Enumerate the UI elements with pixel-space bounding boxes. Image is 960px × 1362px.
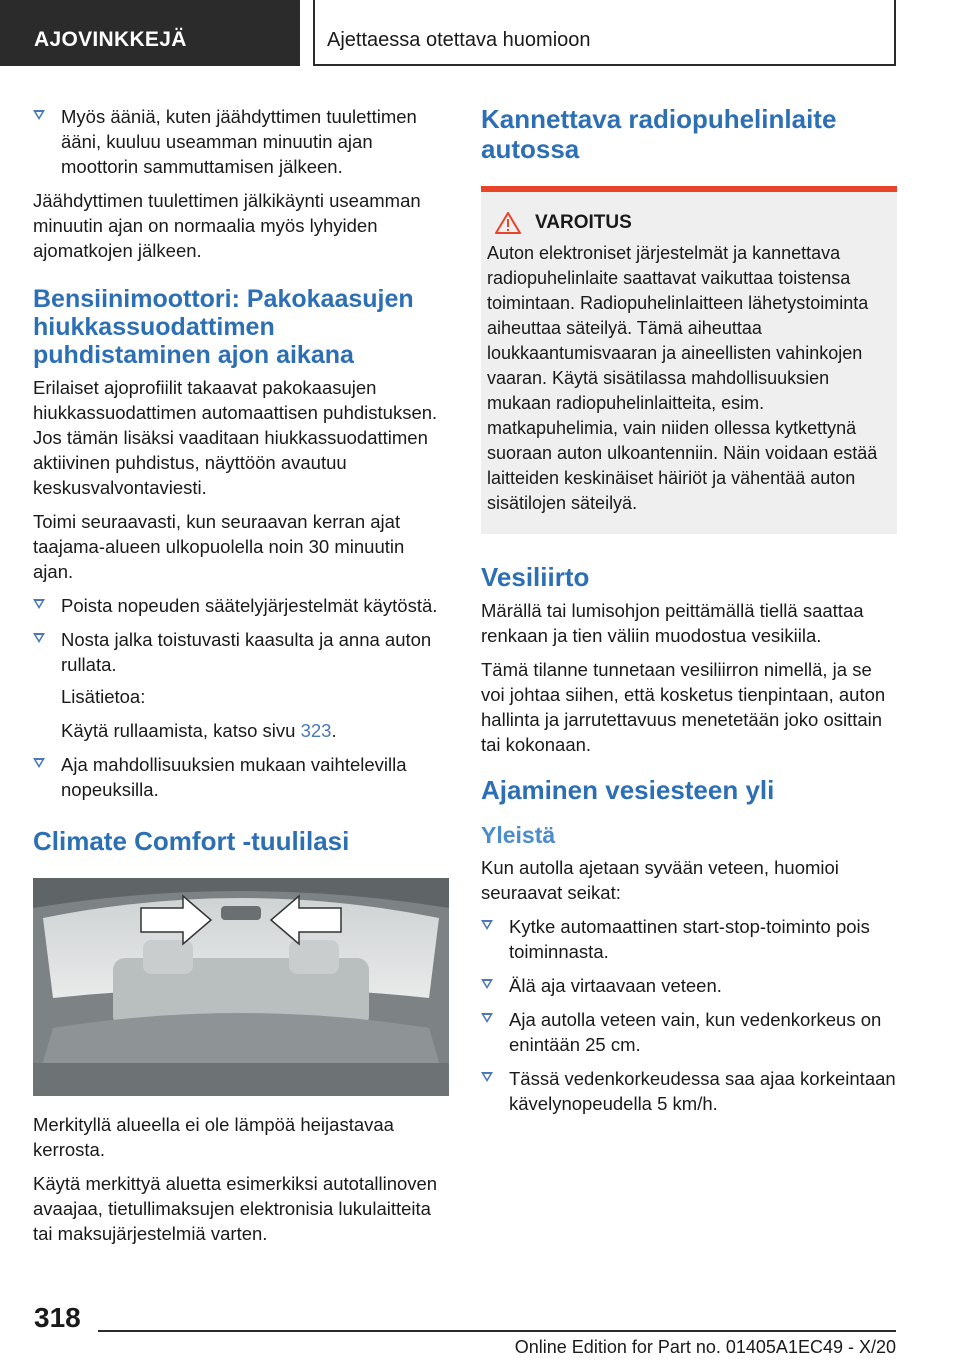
triangle-bullet-icon bbox=[33, 633, 45, 643]
triangle-bullet-icon bbox=[481, 920, 493, 930]
heading-particle-filter: Bensiinimoottori: Pakokaasujen hiukkassuodattimen puhdistaminen ajon aikana bbox=[33, 285, 414, 369]
triangle-bullet-icon bbox=[33, 599, 45, 609]
heading-water-crossing: Ajaminen vesiesteen yli bbox=[481, 775, 775, 805]
warning-triangle-icon bbox=[495, 212, 521, 234]
list-item: Älä aja virtaavaan veteen. bbox=[481, 973, 897, 998]
triangle-bullet-icon bbox=[481, 1013, 493, 1023]
paragraph: Tämä tilanne tunnetaan vesiliirron nimellä, ja se voi johtaa siihen, että kosketus tienpintaan, auton hallinta ja jarrutettavuus menetetään joko osittain tai kokonaan. bbox=[481, 659, 886, 755]
right-column bbox=[481, 104, 897, 1125]
paragraph: Toimi seuraavasti, kun seuraavan kerran ajat taajama-alueen ulkopuolella noin 30 minuutin ajan. bbox=[33, 511, 405, 582]
list-item: Myös ääniä, kuten jäähdyttimen tuulettimen ääni, kuuluu useamman minuutin ajan moottorin sammuttamisen jälkeen. bbox=[33, 104, 449, 179]
paragraph: Märällä tai lumisohjon peittämällä tiellä saattaa renkaan ja tien väliin muodostua vesikiila. bbox=[481, 600, 864, 646]
car-interior-image bbox=[33, 878, 449, 1096]
paragraph: Jäähdyttimen tuulettimen jälkikäynti useamman minuutin ajan on normaalia myös lyhyiden ajomatkojen jälkeen. bbox=[33, 190, 421, 261]
list-item: Poista nopeuden säätelyjärjestelmät käytöstä. bbox=[33, 593, 449, 618]
page-link[interactable]: 323 bbox=[300, 720, 332, 741]
chapter-title: Ajettaessa otettava huomioon bbox=[313, 0, 896, 66]
heading-aquaplaning: Vesiliirto bbox=[481, 562, 590, 592]
list-item: Aja mahdollisuuksien mukaan vaihtelevilla nopeuksilla. bbox=[33, 752, 449, 802]
warning-box bbox=[481, 186, 897, 534]
list-item: Tässä vedenkorkeudessa saa ajaa korkeintaan kävelynopeudella 5 km/h. bbox=[481, 1066, 897, 1116]
more-info-text: Käytä rullaamista, katso sivu 323. bbox=[61, 720, 337, 741]
page-header bbox=[0, 0, 960, 68]
paragraph: Kun autolla ajetaan syvään veteen, huomioi seuraavat seikat: bbox=[481, 857, 839, 903]
list-item: Aja autolla veteen vain, kun vedenkorkeus on enintään 25 cm. bbox=[481, 1007, 897, 1057]
paragraph: Merkityllä alueella ei ole lämpöä heijastavaa kerrosta. bbox=[33, 1114, 394, 1160]
more-info-label: Lisätietoa: bbox=[61, 686, 146, 707]
triangle-bullet-icon bbox=[33, 758, 45, 768]
page-number: 318 bbox=[34, 1302, 81, 1333]
footer-rule bbox=[98, 1330, 896, 1332]
heading-climate-comfort: Climate Comfort -tuulilasi bbox=[33, 826, 350, 856]
windshield-photo bbox=[33, 878, 449, 1096]
triangle-bullet-icon bbox=[33, 110, 45, 120]
page-footer bbox=[0, 1290, 960, 1362]
edition-text: Online Edition for Part no. 01405A1EC49 - X/20 bbox=[514, 1337, 896, 1357]
section-tab: AJOVINKKEJÄ bbox=[0, 0, 300, 66]
warning-text: Auton elektroniset järjestelmät ja kannettava radiopuhelinlaite saattavat vaikuttaa toistensa toimintaan. Radiopuhelinlaitteen lähetystoiminta aiheuttaa säteilyä. Tämä aiheuttaa loukkaantumisvaaran ja aineellisten vahinkojen vaaran. Käytä sisätilassa mahdollisuuksien mukaan radiopuhelinlaitteita, esim. matkapuhelimia, vain niiden ollessa kytkettynä suoraan auton ulkoantenniin. Näin voidaan estää laitteiden keskinäiset häiriöt ja vähentää auton sisätilojen säteilyä. bbox=[487, 243, 878, 513]
warning-header: VAROITUS bbox=[487, 210, 889, 235]
left-column bbox=[33, 104, 449, 1255]
triangle-bullet-icon bbox=[481, 1072, 493, 1082]
list-item: Nosta jalka toistuvasti kaasulta ja anna auton rullata. bbox=[33, 627, 449, 677]
paragraph: Käytä merkittyä aluetta esimerkiksi autotallinoven avaajaa, tietullimaksujen elektronisia lukulaitteita tai maksujärjestelmiä varten. bbox=[33, 1173, 438, 1244]
heading-general: Yleistä bbox=[481, 822, 556, 848]
triangle-bullet-icon bbox=[481, 979, 493, 989]
heading-radio: Kannettava radiopuhelinlaite autossa bbox=[481, 104, 837, 164]
list-item: Kytke automaattinen start-stop-toiminto pois toiminnasta. bbox=[481, 914, 897, 964]
paragraph: Erilaiset ajoprofiilit takaavat pakokaasujen hiukkassuodattimen automaattisen puhdistuksen. Jos tämän lisäksi vaaditaan hiukkassuodattimen aktiivinen puhdistus, näyttöön avautuu keskusvalvontaviesti. bbox=[33, 377, 438, 498]
